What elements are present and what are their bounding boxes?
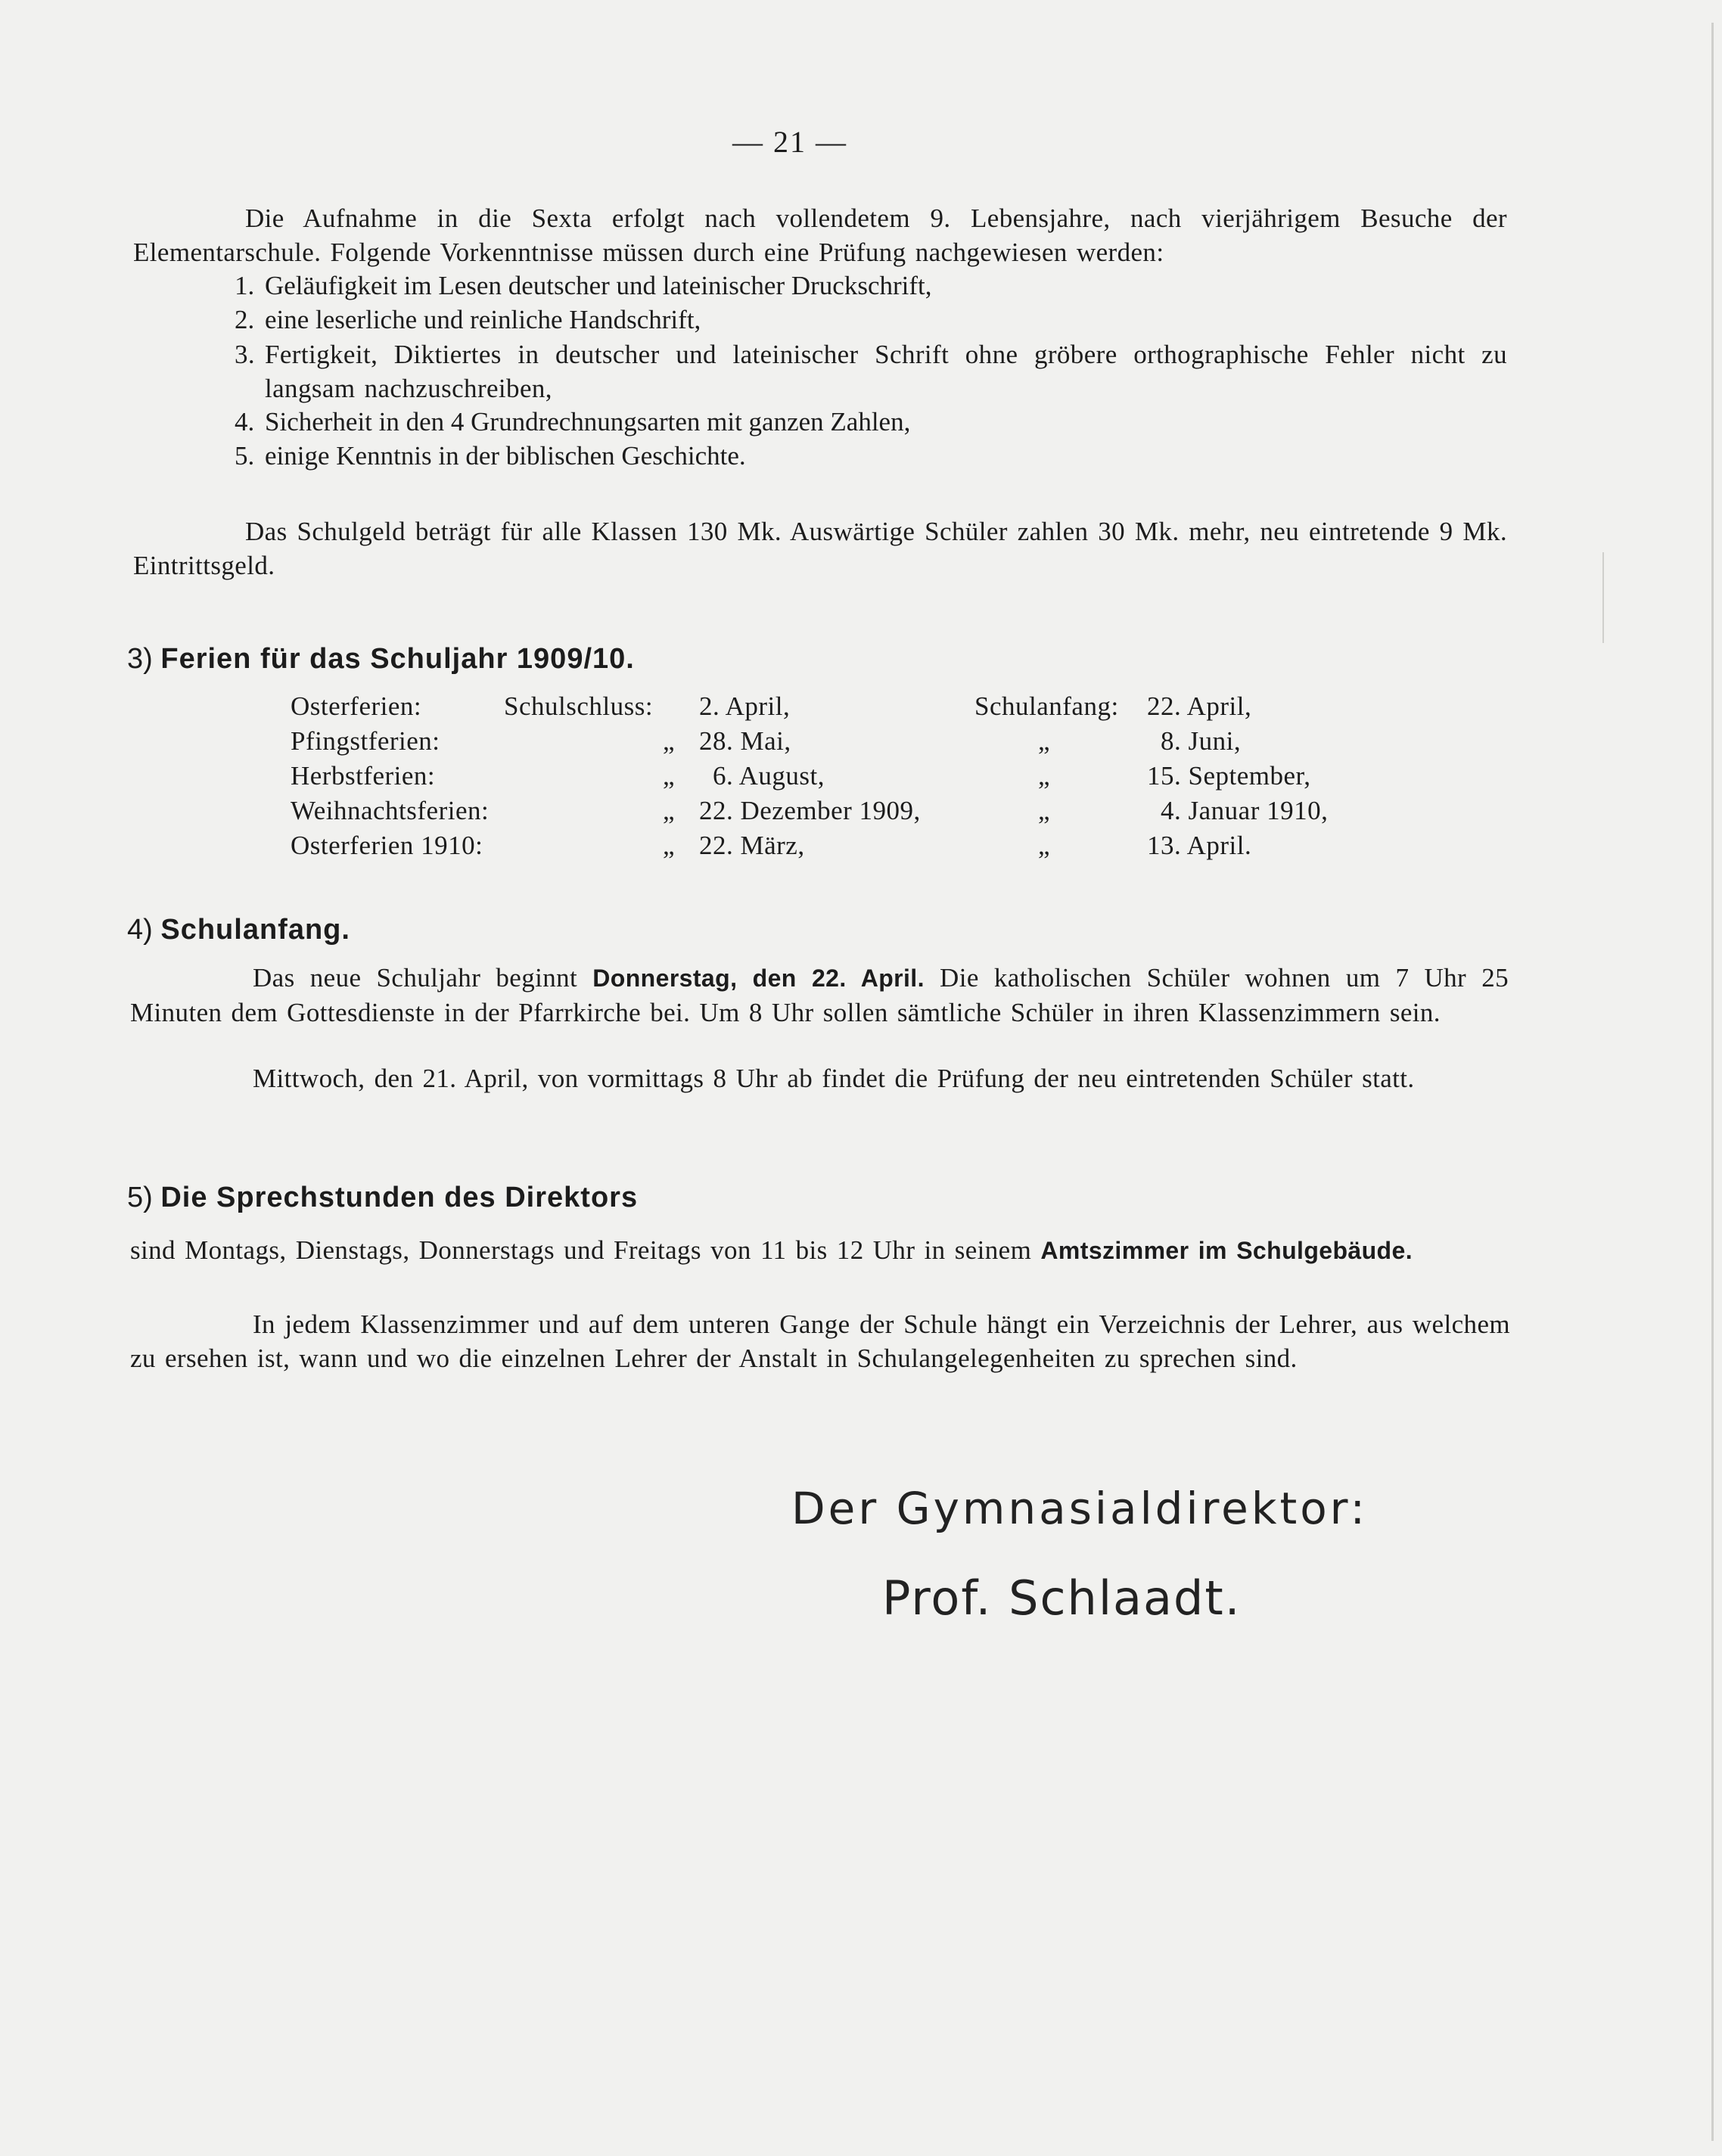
ditto-mark: „	[662, 796, 675, 825]
section-3-heading	[127, 642, 635, 676]
list-number: 4.	[235, 407, 255, 436]
list-item-text: eine leserliche und reinliche Handschrift,	[265, 305, 701, 334]
admission-item-3	[235, 337, 1507, 405]
section-5-title: Die Sprechstunden des Direktors	[160, 1182, 639, 1213]
ditto-mark: „	[662, 726, 675, 756]
section-3-title: Ferien für das Schuljahr 1909/10.	[160, 643, 635, 675]
start-label: Schulanfang:	[974, 691, 1119, 721]
page-number: — 21 —	[732, 125, 847, 159]
office-location: Amtszimmer im Schulgebäude.	[1040, 1237, 1413, 1264]
start-date: 15. September,	[1147, 761, 1311, 791]
admission-item-1	[235, 269, 932, 303]
margin-mark	[1602, 552, 1604, 643]
end-date: 22. Dezember 1909,	[699, 796, 921, 825]
list-number: 5.	[235, 441, 255, 471]
section-3-number: 3)	[127, 643, 153, 675]
section-5-heading	[127, 1180, 638, 1215]
signature-name: Prof. Schlaadt.	[882, 1570, 1242, 1626]
holiday-name: Osterferien:	[291, 691, 422, 721]
holiday-name: Osterferien 1910:	[291, 831, 483, 860]
start-date: 4. Januar 1910,	[1161, 796, 1329, 825]
holiday-name: Weihnachtsferien:	[291, 796, 490, 825]
list-item-text: Fertigkeit, Diktiertes in deutscher und lateinischer Schrift ohne gröbere orthographische Fehler nicht zu langsam nachzuschreiben,	[265, 340, 1507, 403]
holiday-name: Herbstferien:	[291, 761, 436, 791]
section-4-title: Schulanfang.	[160, 914, 350, 946]
admission-item-4	[235, 405, 910, 439]
end-date: 2. April,	[699, 691, 791, 721]
section-5-number: 5)	[127, 1182, 153, 1213]
list-item-text: Sicherheit in den 4 Grundrechnungsarten mit ganzen Zahlen,	[265, 407, 911, 436]
table-row	[291, 691, 1328, 726]
list-item-text: Geläufigkeit im Lesen deutscher und lateinischer Druckschrift,	[265, 271, 932, 300]
admission-intro: Die Aufnahme in die Sexta erfolgt nach vollendetem 9. Lebensjahre, nach vierjährigem Besuche der Elementarschule. Folgende Vorkenntnisse müssen durch eine Prüfung nachgewiesen werden:	[133, 203, 1507, 267]
section-4-heading	[127, 912, 350, 947]
teacher-list-paragraph: In jedem Klassenzimmer und auf dem unteren Gange der Schule hängt ein Verzeichnis der Lehrer, aus welchem zu ersehen ist, wann und wo die einzelnen Lehrer der Anstalt in Schulangelegenheiten zu sprechen sind.	[130, 1309, 1510, 1373]
section-4-number: 4)	[127, 914, 153, 946]
start-date: 8. Juni,	[1161, 726, 1242, 756]
list-number: 3.	[235, 340, 256, 369]
admission-item-2	[235, 303, 701, 337]
signature-title: Der Gymnasialdirektor:	[791, 1483, 1369, 1534]
list-number: 2.	[235, 305, 255, 334]
ditto-mark: „	[662, 761, 675, 791]
ditto-mark: „	[1037, 796, 1050, 825]
school-start-date: Donnerstag, den 22. April.	[592, 965, 925, 992]
holiday-table	[291, 691, 1328, 865]
list-item-text: einige Kenntnis in der biblischen Geschichte.	[265, 441, 746, 471]
end-date: 22. März,	[699, 831, 805, 860]
ditto-mark: „	[1037, 831, 1050, 860]
ditto-mark: „	[1037, 726, 1050, 756]
list-number: 1.	[235, 271, 255, 300]
school-start-paragraph	[130, 961, 1509, 1030]
start-date: 22. April,	[1147, 691, 1252, 721]
page-edge-line	[1711, 23, 1714, 2141]
end-date: 28. Mai,	[699, 726, 791, 756]
ditto-mark: „	[1037, 761, 1050, 791]
table-row	[291, 831, 1328, 865]
office-hours-text: sind Montags, Dienstags, Donnerstags und Freitags von 11 bis 12 Uhr in seinem	[130, 1235, 1032, 1265]
table-row	[291, 761, 1328, 796]
table-row	[291, 726, 1328, 761]
end-date: 6. August,	[713, 761, 825, 791]
ditto-mark: „	[662, 831, 675, 860]
fees-paragraph: Das Schulgeld beträgt für alle Klassen 130 Mk. Auswärtige Schüler zahlen 30 Mk. mehr, neu eintretende 9 Mk. Eintrittsgeld.	[133, 517, 1507, 580]
office-hours-paragraph	[130, 1233, 1510, 1268]
holiday-name: Pfingstferien:	[291, 726, 440, 756]
school-start-details: Die katholischen Schüler wohnen um 7 Uhr 25 Minuten dem Gottesdienste in der Pfarrkirche bei. Um 8 Uhr sollen sämtliche Schüler in ihren Klassenzimmern sein.	[130, 963, 1509, 1027]
admission-item-5	[235, 440, 746, 473]
end-label: Schulschluss:	[504, 691, 654, 721]
school-start-intro: Das neue Schuljahr beginnt	[253, 963, 578, 993]
start-date: 13. April.	[1147, 831, 1252, 860]
exam-paragraph: Mittwoch, den 21. April, von vormittags 8 Uhr ab findet die Prüfung der neu eintretenden Schüler statt.	[253, 1064, 1415, 1093]
table-row	[291, 796, 1328, 831]
